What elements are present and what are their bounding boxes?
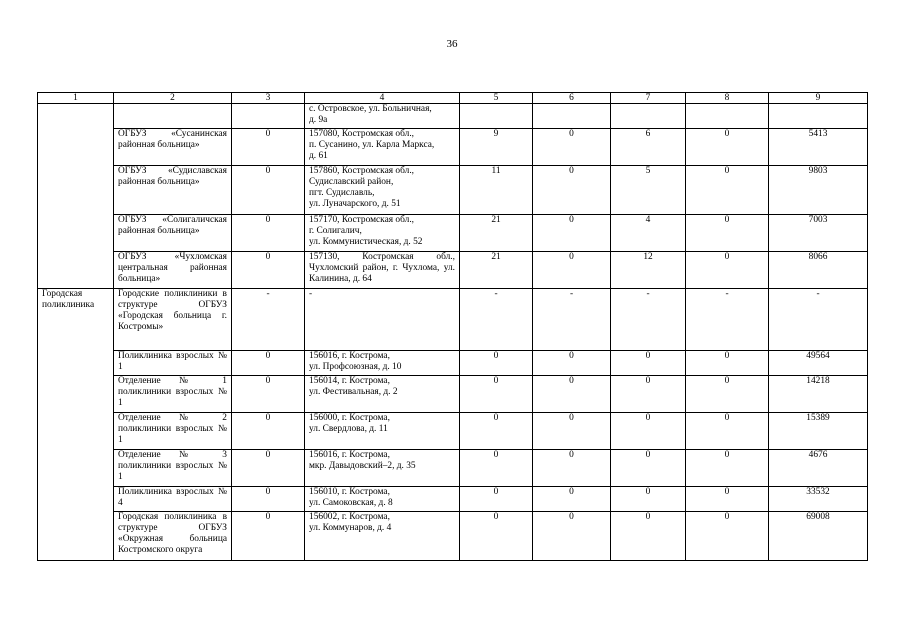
- col8-value-cell: 0: [686, 215, 769, 252]
- col8-value-cell: -: [686, 289, 769, 351]
- col3-value-cell: 0: [232, 351, 305, 376]
- col7-value-cell: 0: [611, 487, 686, 512]
- col7-value-cell: -: [611, 289, 686, 351]
- facility-name-cell: ОГБУЗ «Судиславская районная больница»: [114, 166, 232, 215]
- col9-value-cell: [769, 104, 868, 129]
- table-row: [38, 166, 868, 215]
- col5-value-cell: 9: [460, 129, 533, 166]
- col3-value-cell: [232, 104, 305, 129]
- table-row: [38, 252, 868, 289]
- table-row: [38, 512, 868, 561]
- col6-value-cell: 0: [533, 351, 611, 376]
- col8-value-cell: 0: [686, 450, 769, 487]
- facility-name-cell: Отделение № 3 поликлиники взрослых № 1: [114, 450, 232, 487]
- address-cell: 156014, г. Кострома, ул. Фестивальная, д. 2: [305, 376, 460, 413]
- col6-value-cell: 0: [533, 129, 611, 166]
- column-header: 3: [232, 93, 305, 104]
- col6-value-cell: 0: [533, 512, 611, 561]
- facility-name-cell: ОГБУЗ «Чухломская центральная районная больница»: [114, 252, 232, 289]
- column-header: 5: [460, 93, 533, 104]
- col7-value-cell: 5: [611, 166, 686, 215]
- column-header: 8: [686, 93, 769, 104]
- table-row: [38, 351, 868, 376]
- col5-value-cell: 0: [460, 351, 533, 376]
- col6-value-cell: 0: [533, 376, 611, 413]
- address-cell: 156010, г. Кострома, ул. Самоковская, д. 8: [305, 487, 460, 512]
- address-cell: 157080, Костромская обл., п. Сусанино, ул. Карла Маркса, д. 61: [305, 129, 460, 166]
- col6-value-cell: 0: [533, 252, 611, 289]
- column-header: 9: [769, 93, 868, 104]
- col5-value-cell: -: [460, 289, 533, 351]
- facility-name-cell: ОГБУЗ «Сусанинская районная больница»: [114, 129, 232, 166]
- col7-value-cell: 0: [611, 351, 686, 376]
- facility-name-cell: Поликлиника взрослых № 1: [114, 351, 232, 376]
- col9-value-cell: 8066: [769, 252, 868, 289]
- table-row: [38, 104, 868, 129]
- page-number: 36: [446, 38, 458, 50]
- col7-value-cell: [611, 104, 686, 129]
- facility-name-cell: Поликлиника взрослых № 4: [114, 487, 232, 512]
- col3-value-cell: 0: [232, 450, 305, 487]
- col7-value-cell: 6: [611, 129, 686, 166]
- col5-value-cell: 0: [460, 487, 533, 512]
- facility-name-cell: Отделение № 1 поликлиники взрослых № 1: [114, 376, 232, 413]
- col8-value-cell: 0: [686, 351, 769, 376]
- col9-value-cell: -: [769, 289, 868, 351]
- col9-value-cell: 15389: [769, 413, 868, 450]
- table-row: [38, 215, 868, 252]
- address-cell: 156000, г. Кострома, ул. Свердлова, д. 11: [305, 413, 460, 450]
- col6-value-cell: 0: [533, 487, 611, 512]
- facility-name-cell: Городская поликлиника в структуре ОГБУЗ «Окружная больница Костромского округа: [114, 512, 232, 561]
- column-number-row: [38, 93, 868, 104]
- column-header: 6: [533, 93, 611, 104]
- col6-value-cell: [533, 104, 611, 129]
- facility-type-cell: [38, 104, 114, 289]
- col7-value-cell: 0: [611, 413, 686, 450]
- col3-value-cell: -: [232, 289, 305, 351]
- col3-value-cell: 0: [232, 512, 305, 561]
- col8-value-cell: 0: [686, 252, 769, 289]
- address-cell: -: [305, 289, 460, 351]
- column-header: 7: [611, 93, 686, 104]
- facility-type-cell: Городская поликлиника: [38, 289, 114, 561]
- col8-value-cell: 0: [686, 512, 769, 561]
- col5-value-cell: 11: [460, 166, 533, 215]
- col7-value-cell: 4: [611, 215, 686, 252]
- facility-name-cell: Городские поликлиники в структуре ОГБУЗ «Городская больница г. Костромы»: [114, 289, 232, 351]
- col6-value-cell: -: [533, 289, 611, 351]
- col5-value-cell: 0: [460, 376, 533, 413]
- col9-value-cell: 9803: [769, 166, 868, 215]
- table-row: [38, 487, 868, 512]
- col3-value-cell: 0: [232, 166, 305, 215]
- col8-value-cell: 0: [686, 376, 769, 413]
- col3-value-cell: 0: [232, 252, 305, 289]
- facility-name-cell: ОГБУЗ «Солигаличская районная больница»: [114, 215, 232, 252]
- col6-value-cell: 0: [533, 413, 611, 450]
- address-cell: 156016, г. Кострома, ул. Профсоюзная, д. 10: [305, 351, 460, 376]
- table-row: [38, 289, 868, 351]
- table-row: [38, 129, 868, 166]
- col6-value-cell: 0: [533, 166, 611, 215]
- col7-value-cell: 0: [611, 376, 686, 413]
- col9-value-cell: 7003: [769, 215, 868, 252]
- col9-value-cell: 49564: [769, 351, 868, 376]
- col9-value-cell: 33532: [769, 487, 868, 512]
- col5-value-cell: 0: [460, 512, 533, 561]
- col7-value-cell: 12: [611, 252, 686, 289]
- col5-value-cell: [460, 104, 533, 129]
- col3-value-cell: 0: [232, 376, 305, 413]
- column-header: 4: [305, 93, 460, 104]
- col5-value-cell: 0: [460, 450, 533, 487]
- col5-value-cell: 21: [460, 252, 533, 289]
- col7-value-cell: 0: [611, 512, 686, 561]
- col6-value-cell: 0: [533, 215, 611, 252]
- column-header: 1: [38, 93, 114, 104]
- facilities-table: [37, 92, 868, 561]
- column-header: 2: [114, 93, 232, 104]
- col8-value-cell: 0: [686, 166, 769, 215]
- address-cell: 157170, Костромская обл., г. Солигалич, ул. Коммунистическая, д. 52: [305, 215, 460, 252]
- col8-value-cell: 0: [686, 129, 769, 166]
- table-row: [38, 376, 868, 413]
- address-cell: 157130, Костромская обл., Чухломский район, г. Чухлома, ул. Калинина, д. 64: [305, 252, 460, 289]
- col3-value-cell: 0: [232, 487, 305, 512]
- col9-value-cell: 69008: [769, 512, 868, 561]
- address-cell: 156016, г. Кострома, мкр. Давыдовский–2, д. 35: [305, 450, 460, 487]
- col8-value-cell: 0: [686, 413, 769, 450]
- address-cell: 156002, г. Кострома, ул. Коммунаров, д. 4: [305, 512, 460, 561]
- col8-value-cell: [686, 104, 769, 129]
- col9-value-cell: 4676: [769, 450, 868, 487]
- facility-name-cell: Отделение № 2 поликлиники взрослых № 1: [114, 413, 232, 450]
- col5-value-cell: 21: [460, 215, 533, 252]
- col8-value-cell: 0: [686, 487, 769, 512]
- col9-value-cell: 5413: [769, 129, 868, 166]
- col3-value-cell: 0: [232, 413, 305, 450]
- facility-name-cell: [114, 104, 232, 129]
- col3-value-cell: 0: [232, 215, 305, 252]
- col3-value-cell: 0: [232, 129, 305, 166]
- col7-value-cell: 0: [611, 450, 686, 487]
- col5-value-cell: 0: [460, 413, 533, 450]
- address-cell: с. Островское, ул. Больничная, д. 9а: [305, 104, 460, 129]
- address-cell: 157860, Костромская обл., Судиславский район, пгт. Судиславль, ул. Луначарского, д. 51: [305, 166, 460, 215]
- col6-value-cell: 0: [533, 450, 611, 487]
- col9-value-cell: 14218: [769, 376, 868, 413]
- table-row: [38, 413, 868, 450]
- table-row: [38, 450, 868, 487]
